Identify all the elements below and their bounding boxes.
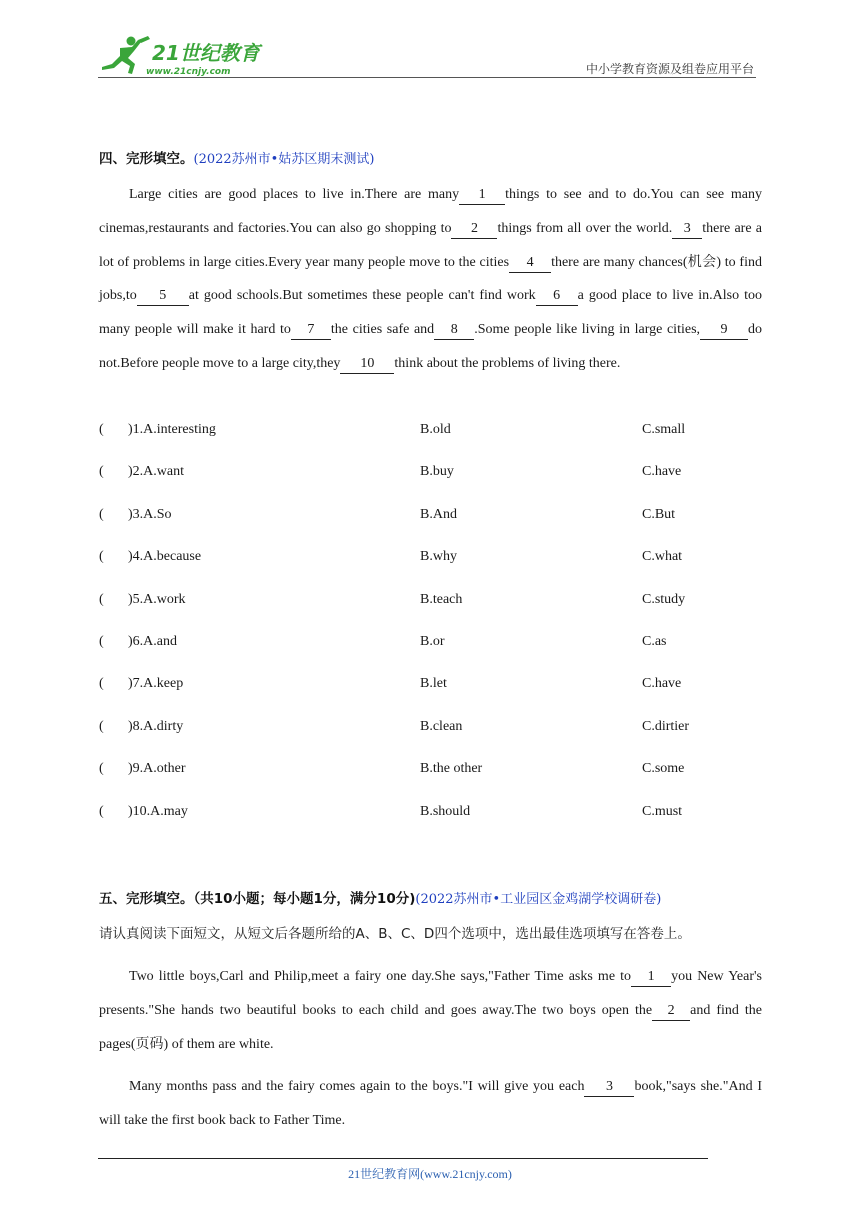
passage-text: there are many chances(机会) to find jobs,to [99, 254, 762, 304]
option-b: B.the other [420, 761, 483, 777]
question-row [99, 753, 762, 795]
passage-text: there are a lot of problems in large cities.Every year many people move to the cities [99, 220, 762, 270]
section4-title [99, 147, 374, 167]
svg-text:21世纪教育: 21世纪教育 [152, 41, 260, 65]
blank-3[interactable]: 3 [672, 220, 702, 239]
blank-8[interactable]: 8 [434, 321, 474, 340]
passage-text: Two little boys,Carl and Philip,meet a fairy one day.She says,"Father Time asks me to [129, 969, 632, 984]
option-a: )4.A.because [128, 549, 202, 565]
platform-name: 中小学教育资源及组卷应用平台 [585, 62, 754, 76]
option-a: )2.A.want [128, 464, 184, 480]
answer-bracket[interactable]: ( [99, 591, 104, 607]
question-row [99, 499, 762, 541]
option-c: C.have [642, 676, 682, 692]
runner-logo-icon [98, 34, 268, 78]
section4-source: (2022苏州市•姑苏区期末测试) [193, 152, 375, 167]
answer-bracket[interactable]: ( [99, 506, 104, 522]
answer-bracket[interactable]: ( [99, 464, 104, 480]
option-c: C.have [642, 464, 682, 480]
answer-bracket[interactable]: ( [99, 676, 104, 692]
option-a: )5.A.work [128, 591, 186, 607]
option-a: )3.A.So [128, 506, 172, 522]
section5-title [99, 887, 661, 907]
footer-divider [98, 1158, 708, 1159]
question-row [99, 668, 762, 710]
answer-bracket[interactable]: ( [99, 633, 104, 649]
option-c: C.small [642, 422, 686, 437]
answer-bracket[interactable]: ( [99, 549, 104, 565]
blank-1[interactable]: 1 [459, 186, 505, 205]
question-row [99, 456, 762, 498]
question-row [99, 541, 762, 583]
passage-text: things from all over the world. [497, 220, 673, 236]
option-b: B.or [420, 633, 445, 649]
section5-title-text: 五、完形填空。（共10小题；每小题1分，满分10分) [99, 891, 416, 907]
option-a: )8.A.dirty [128, 718, 184, 734]
passage-text: at good schools.But sometimes these people can't find work [188, 288, 536, 304]
option-a: )9.A.other [128, 761, 186, 777]
footer-text: 21世纪教育网(www.21cnjy.com) [348, 1167, 512, 1181]
answer-bracket[interactable]: ( [99, 422, 104, 437]
passage-paragraph [99, 960, 762, 1061]
passage-text: think about the problems of living there. [394, 355, 621, 371]
option-a: )6.A.and [128, 633, 177, 649]
passage-text: the cities safe and [330, 322, 435, 338]
answer-bracket[interactable]: ( [99, 761, 104, 777]
blank-9[interactable]: 9 [700, 321, 748, 340]
blank-1[interactable]: 1 [631, 968, 671, 987]
question-row [99, 414, 762, 456]
option-a: )10.A.may [128, 803, 188, 819]
header-divider [98, 77, 756, 78]
svg-text:www.21cnjy.com: www.21cnjy.com [146, 67, 231, 77]
passage-text: Many months pass and the fairy comes again to the boys."I will give you each [129, 1079, 585, 1094]
section5-instruction: 请认真阅读下面短文，从短文后各题所给的A、B、C、D四个选项中，选出最佳选项填写在答卷上。 [99, 926, 691, 942]
option-b: B.teach [420, 591, 463, 607]
section5-passage-2 [99, 1070, 762, 1138]
option-b: B.should [420, 803, 471, 819]
option-b: B.And [420, 506, 457, 522]
page-header [98, 30, 758, 80]
option-c: C.But [642, 506, 676, 522]
passage-text: a good place to live in.Also too many people will make it hard to [99, 288, 763, 338]
option-c: C.as [642, 633, 667, 649]
option-b: B.clean [420, 718, 463, 734]
option-c: C.some [642, 761, 685, 777]
blank-2[interactable]: 2 [451, 220, 497, 239]
option-a: )7.A.keep [128, 676, 184, 692]
passage-text: Large cities are good places to live in.There are many [129, 187, 460, 202]
option-b: B.buy [420, 464, 454, 480]
option-c: C.study [642, 591, 686, 607]
passage-text: you New Year's presents."She hands two beautiful books to each child and goes away.The two boys open the [99, 969, 762, 1018]
question-row [99, 796, 762, 838]
passage-text: book,"says she."And I will take the first book back to Father Time. [99, 1079, 763, 1128]
section5-passage-1 [99, 960, 762, 1061]
blank-6[interactable]: 6 [536, 287, 578, 306]
option-a: )1.A.interesting [128, 422, 216, 437]
passage-text: things to see and to do.You can see many cinemas,restaurants and factories.You can also go shopping to [99, 187, 762, 236]
blank-4[interactable]: 4 [509, 254, 551, 273]
answer-bracket[interactable]: ( [99, 718, 104, 734]
passage-paragraph [99, 178, 762, 381]
question-row [99, 584, 762, 626]
option-c: C.what [642, 549, 683, 565]
section5-source: (2022苏州市•工业园区金鸡湖学校调研卷) [415, 892, 662, 907]
option-c: C.dirtier [642, 718, 690, 734]
option-b: B.why [420, 549, 457, 565]
blank-3[interactable]: 3 [584, 1078, 634, 1097]
option-c: C.must [642, 803, 683, 819]
question-row [99, 711, 762, 753]
logo [98, 34, 268, 78]
blank-5[interactable]: 5 [137, 287, 189, 306]
question-list [99, 414, 762, 838]
passage-text: do not.Before people move to a large city,they [99, 322, 763, 371]
section4-passage [99, 178, 762, 381]
option-b: B.let [420, 676, 447, 692]
blank-7[interactable]: 7 [291, 321, 331, 340]
blank-10[interactable]: 10 [340, 355, 394, 374]
answer-bracket[interactable]: ( [99, 803, 104, 819]
blank-2[interactable]: 2 [652, 1002, 690, 1021]
option-b: B.old [420, 422, 451, 437]
question-row [99, 626, 762, 668]
passage-paragraph [99, 1070, 762, 1138]
section4-title-text: 四、完形填空。 [99, 151, 194, 167]
passage-text: and find the pages(页码) of them are white. [99, 1002, 762, 1052]
passage-text: .Some people like living in large cities, [474, 322, 701, 338]
